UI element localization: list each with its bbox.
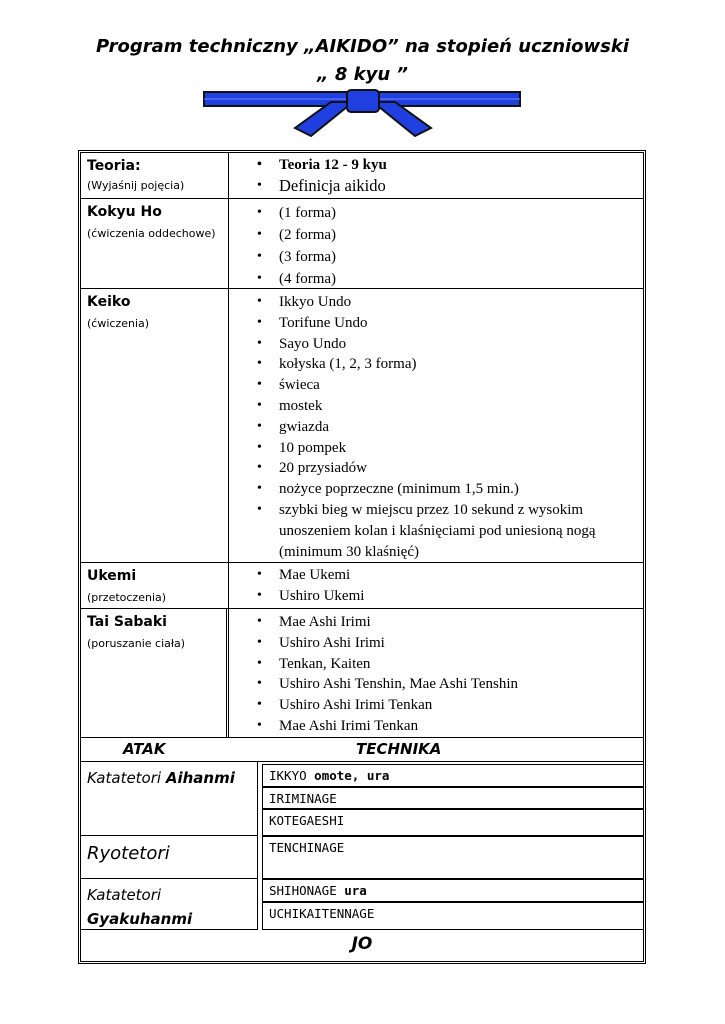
section-teoria [81, 153, 643, 199]
list-item: • mostek [257, 396, 643, 417]
attack-katatetori-gyakuhanmi [81, 879, 258, 930]
list-item: • Ushiro Ukemi [257, 586, 643, 607]
list-item: • Definicja aikido [257, 176, 643, 197]
list-item: • gwiazda [257, 417, 643, 438]
technique-cell [262, 809, 643, 836]
list-item: • Mae Ukemi [257, 565, 643, 586]
list-item: • Ushiro Ashi Tenshin, Mae Ashi Tenshin [257, 674, 643, 695]
technique-name: IRIMINAGE [269, 791, 337, 806]
section-subtitle: (ćwiczenia oddechowe) [87, 227, 216, 240]
list-item: • Teoria 12 - 9 kyu [257, 155, 643, 176]
section-ukemi [81, 563, 643, 609]
list-item: • Ushiro Ashi Irimi Tenkan [257, 695, 643, 716]
technique-extra: ura [336, 883, 367, 898]
technique-name: SHIHONAGE [269, 883, 337, 898]
list-item: • Torifune Undo [257, 313, 643, 334]
list-item: • (4 forma) [257, 268, 643, 290]
list-item: • szybki bieg w miejscu przez 10 sekund z wysokim unoszeniem kolan i klaśnięciami pod uniesioną nogą (minimum 30 klaśnięć) [257, 500, 643, 562]
technique-cell [262, 764, 643, 787]
header-technique: TECHNIKA [356, 740, 442, 758]
section-subtitle: (poruszanie ciała) [87, 637, 186, 650]
section-subtitle: (Wyjaśnij pojęcia) [87, 179, 185, 192]
list-item: • 10 pompek [257, 438, 643, 459]
list-item: • kołyska (1, 2, 3 forma) [257, 354, 643, 375]
section-name: Keiko [87, 294, 131, 310]
technique-cell [262, 879, 643, 902]
attack-name: Katatetori [87, 769, 166, 787]
list-item: • Sayo Undo [257, 334, 643, 355]
technique-name: TENCHINAGE [269, 840, 345, 855]
list-item: • nożyce poprzeczne (minimum 1,5 min.) [257, 479, 643, 500]
technique-name: UCHIKAITENNAGE [269, 906, 375, 921]
section-tai-sabaki [81, 609, 643, 738]
technique-name: KOTEGAESHI [269, 813, 345, 828]
section-subtitle: (ćwiczenia) [87, 317, 150, 330]
list-item: • (1 forma) [257, 202, 643, 224]
section-subtitle: (przetoczenia) [87, 591, 167, 604]
list-item: • świeca [257, 375, 643, 396]
attack-name-bold: Aihanmi [165, 769, 235, 787]
section-kokyu-ho [81, 199, 643, 289]
section-name: Ukemi [87, 568, 137, 584]
technique-name: IKKYO [269, 768, 307, 783]
list-item: • Mae Ashi Irimi Tenkan [257, 716, 643, 737]
list-item: • Mae Ashi Irimi [257, 612, 643, 633]
list-item: • Tenkan, Kaiten [257, 654, 643, 675]
list-item: • (2 forma) [257, 224, 643, 246]
technique-cell [262, 787, 643, 809]
page-title: Program techniczny „AIKIDO” na stopień uczniowski [95, 36, 630, 57]
technique-cell [262, 836, 643, 879]
section-name: Kokyu Ho [87, 204, 162, 220]
page-subtitle: „ 8 kyu ” [316, 64, 409, 85]
section-name: Tai Sabaki [87, 614, 167, 630]
list-item: • Ushiro Ashi Irimi [257, 633, 643, 654]
attack-ryotetori [81, 836, 258, 879]
list-item: • Ikkyo Undo [257, 292, 643, 313]
section-name: Teoria: [87, 158, 141, 174]
attack-name-bold: Gyakuhanmi [87, 910, 193, 928]
attack-name: Ryotetori [87, 843, 170, 864]
header-attack: ATAK [123, 740, 166, 758]
attack-name: Katatetori [87, 886, 162, 904]
technique-table-header [81, 738, 643, 762]
technique-extra: omote, ura [306, 768, 390, 783]
blue-belt-icon [203, 88, 521, 140]
list-item: • 20 przysiadów [257, 458, 643, 479]
attack-katatetori-aihanmi [81, 762, 258, 836]
technique-cell [262, 902, 643, 930]
table-footer-jo: JO [351, 934, 373, 954]
list-item: • (3 forma) [257, 246, 643, 268]
section-keiko [81, 289, 643, 563]
